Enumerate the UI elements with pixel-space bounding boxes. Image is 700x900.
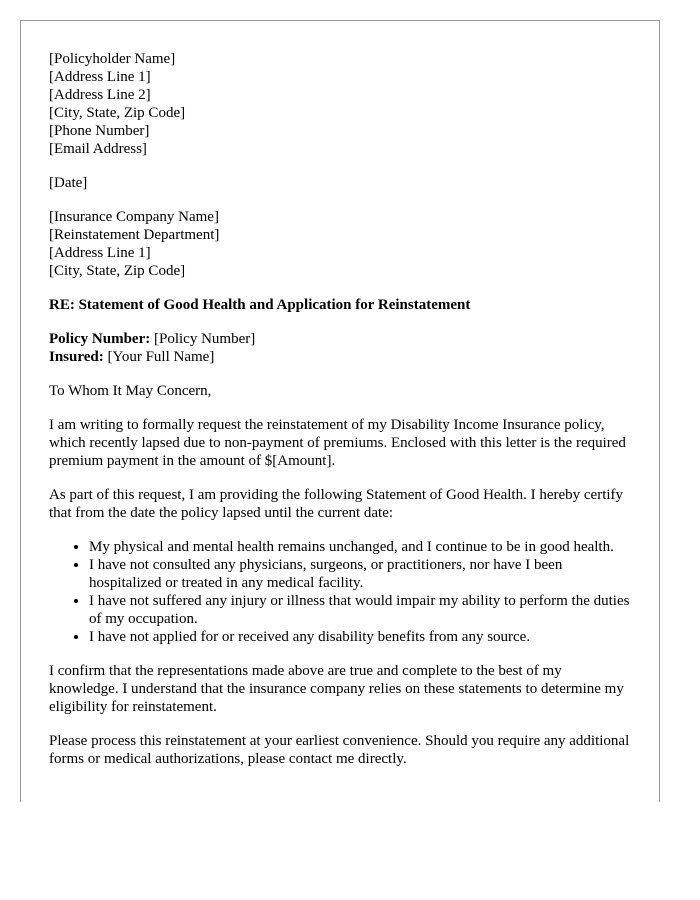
sender-city-state-zip: [City, State, Zip Code] bbox=[49, 105, 186, 121]
insured-label: Insured: bbox=[49, 349, 104, 365]
sender-email: [Email Address] bbox=[49, 141, 147, 157]
sender-phone: [Phone Number] bbox=[49, 123, 150, 139]
letter-date bbox=[49, 174, 631, 192]
list-item: • I have not consulted any physicians, surgeons, or practitioners, nor have I been hospitalized or treated in any medical facility. bbox=[89, 556, 631, 592]
letter-page bbox=[20, 20, 660, 802]
recipient-city-state-zip: [City, State, Zip Code] bbox=[49, 263, 186, 279]
recipient-address-line-1: [Address Line 1] bbox=[49, 245, 151, 261]
list-item: • I have not applied for or received any disability benefits from any source. bbox=[89, 628, 631, 646]
sender-address-line-1: [Address Line 1] bbox=[49, 69, 151, 85]
policy-number-label: Policy Number: bbox=[49, 331, 151, 347]
date-text: [Date] bbox=[49, 175, 88, 191]
policy-number-value: [Policy Number] bbox=[150, 331, 256, 347]
insured-line bbox=[49, 348, 631, 366]
salutation: To Whom It May Concern, bbox=[49, 383, 212, 399]
list-item: • My physical and mental health remains unchanged, and I continue to be in good health. bbox=[89, 538, 631, 556]
policy-details bbox=[49, 330, 631, 366]
good-health-statement-list bbox=[49, 538, 631, 646]
list-item: • I have not suffered any injury or illness that would impair my ability to perform the duties of my occupation. bbox=[89, 592, 631, 628]
paragraph-closing-request: Please process this reinstatement at your earliest convenience. Should you require any additional forms or medical authorizations, please contact me directly. bbox=[49, 733, 630, 767]
sender-name: [Policyholder Name] bbox=[49, 51, 176, 67]
insured-value: [Your Full Name] bbox=[103, 349, 215, 365]
paragraph-statement-intro: As part of this request, I am providing the following Statement of Good Health. I hereby certify that from the date the policy lapsed until the current date: bbox=[49, 487, 624, 521]
recipient-address-block bbox=[49, 208, 631, 280]
subject-line: RE: Statement of Good Health and Application for Reinstatement bbox=[49, 297, 471, 313]
sender-address-line-2: [Address Line 2] bbox=[49, 87, 151, 103]
sender-address-block bbox=[49, 50, 631, 158]
recipient-department: [Reinstatement Department] bbox=[49, 227, 220, 243]
paragraph-confirmation: I confirm that the representations made above are true and complete to the best of my knowledge. I understand that the insurance company relies on these statements to determine my eligibility for reinstatement. bbox=[49, 663, 624, 715]
paragraph-request: I am writing to formally request the reinstatement of my Disability Income Insurance policy, which recently lapsed due to non-payment of premiums. Enclosed with this letter is the required premium payment in the amount of $[Amount]. bbox=[49, 417, 626, 469]
policy-number-line bbox=[49, 330, 631, 348]
recipient-company: [Insurance Company Name] bbox=[49, 209, 219, 225]
